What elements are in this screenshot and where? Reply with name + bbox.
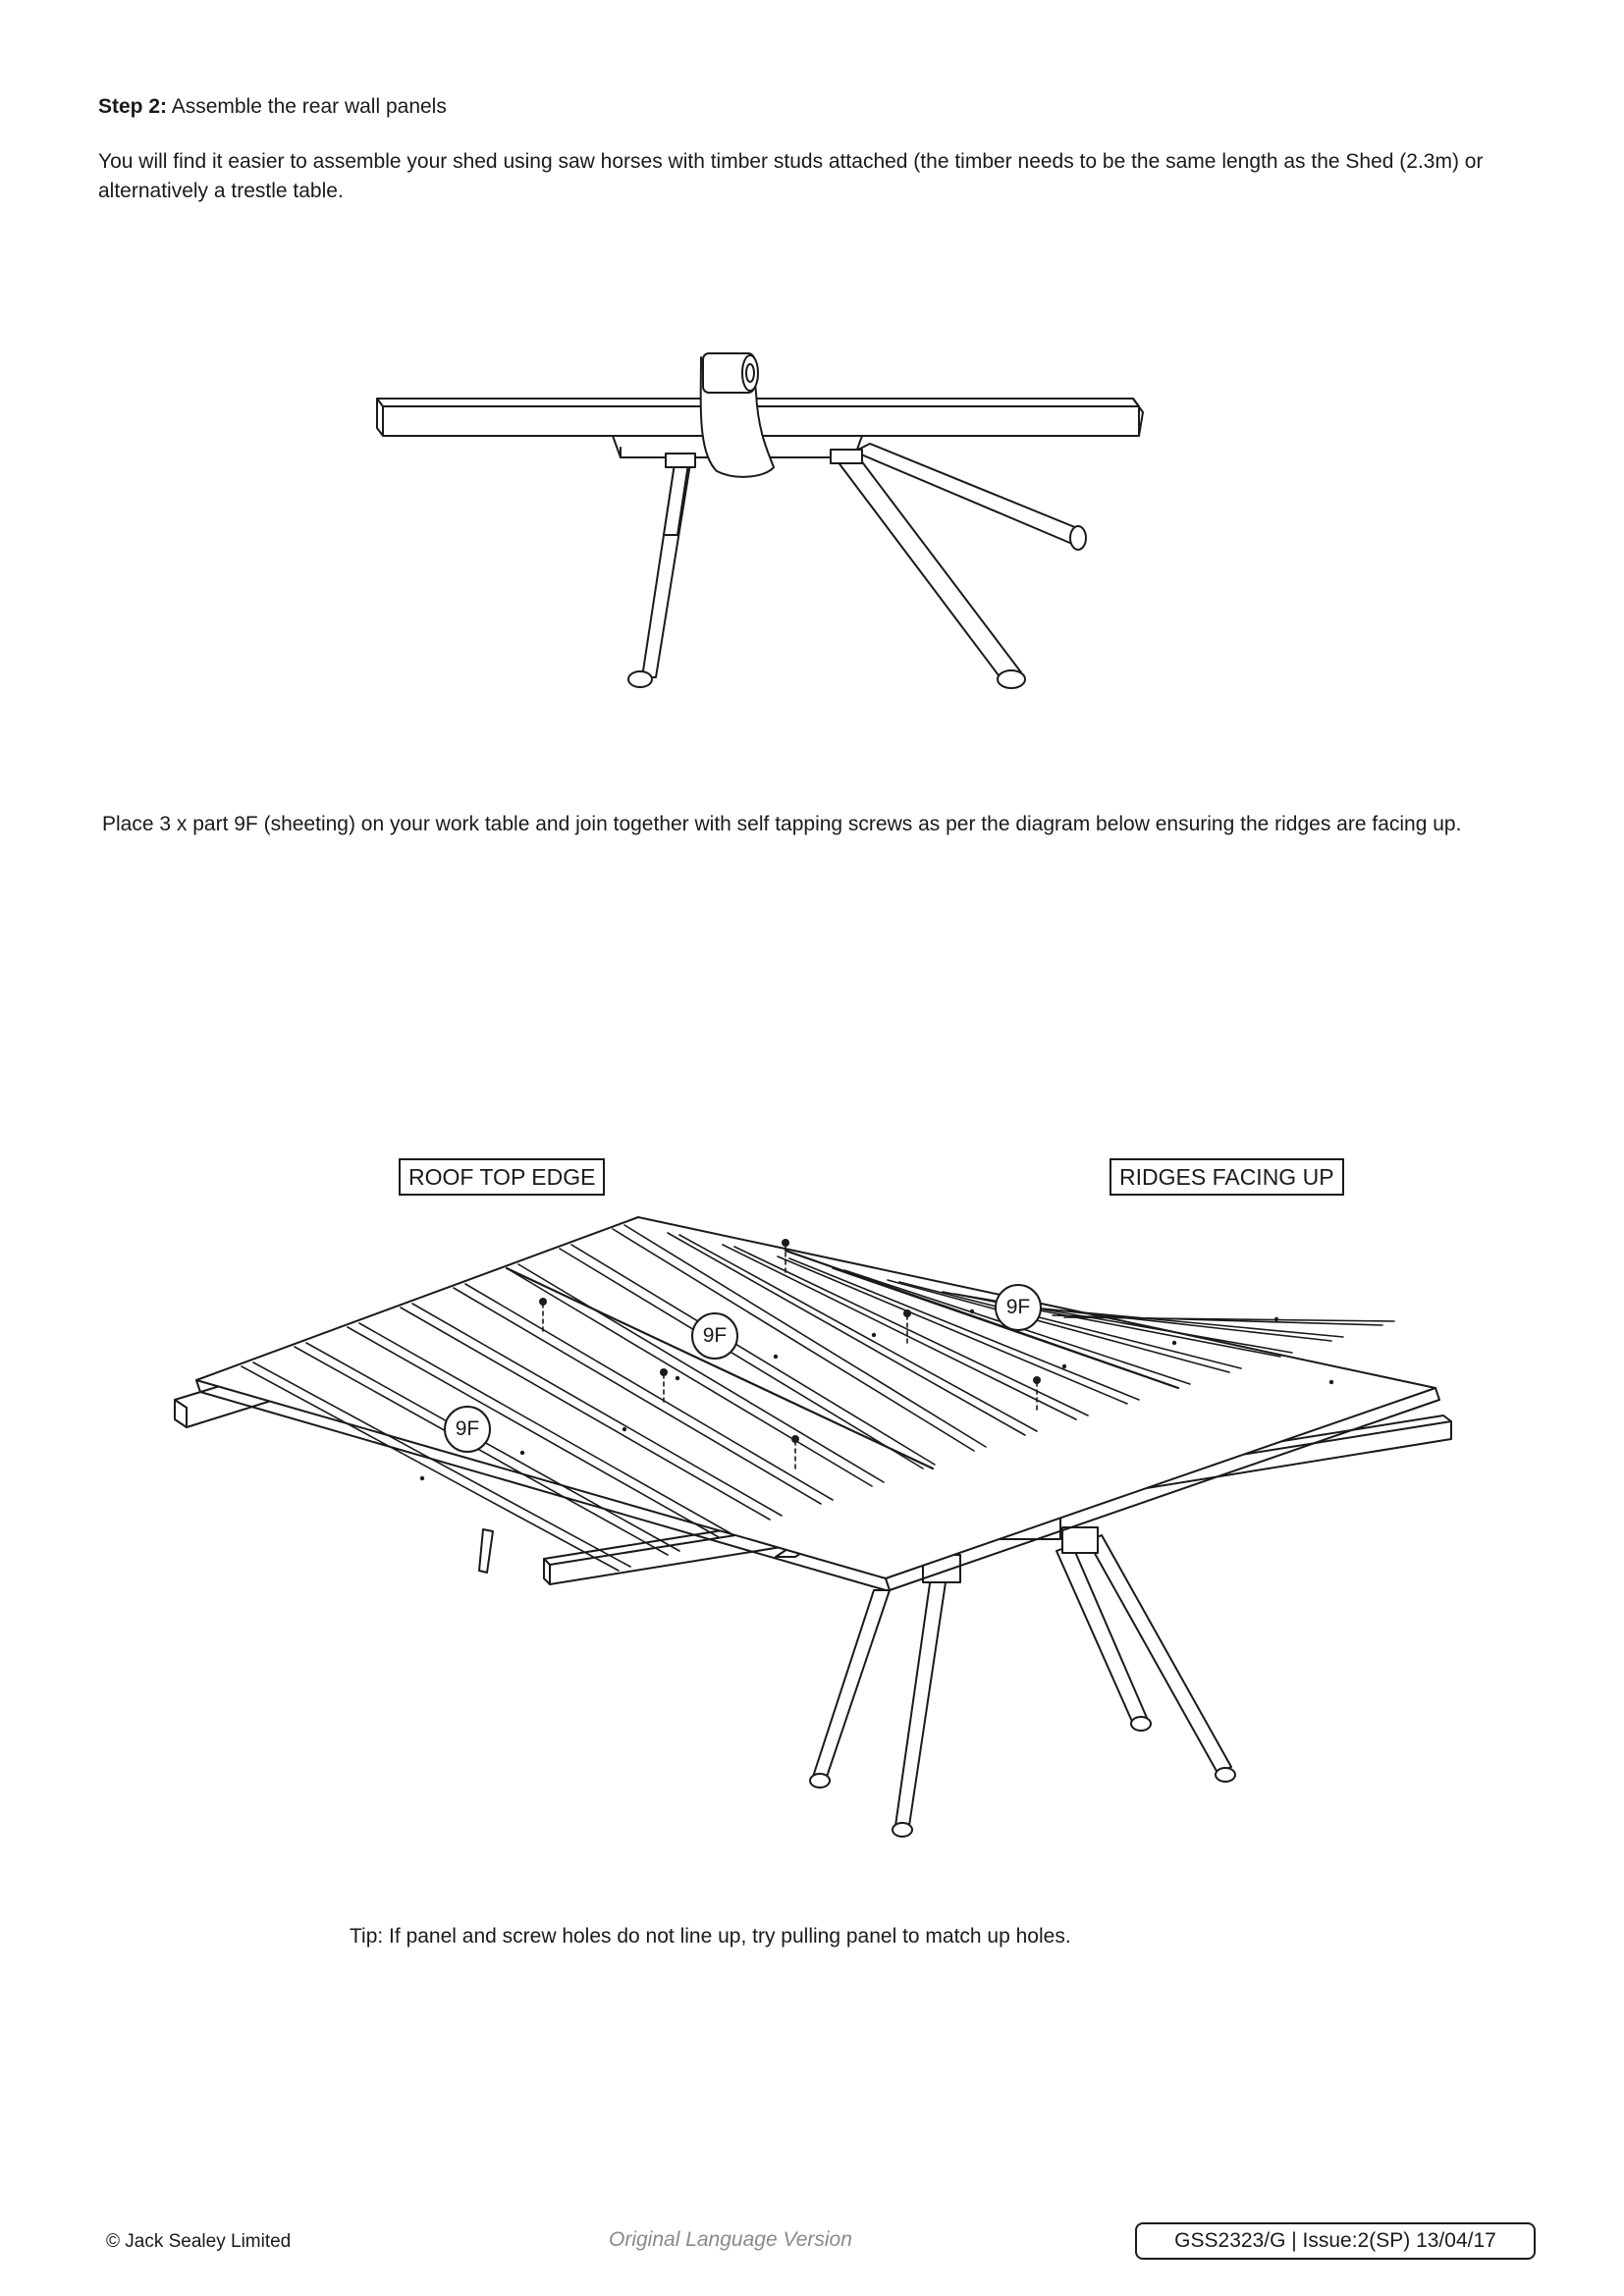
intro-paragraph: You will find it easier to assemble your shed using saw horses with timber studs attached (the timber needs to be the same length as the Shed (2.3m) or alternatively a trestle table. (98, 150, 1484, 202)
part-tag-9f: 9F (995, 1284, 1042, 1331)
tip-note: Tip: If panel and screw holes do not line up, try pulling panel to match up holes. (350, 1925, 1071, 1948)
step-number: Step 2: (98, 95, 168, 118)
placement-instruction: Place 3 x part 9F (sheeting) on your work table and join together with self tapping screws as per the diagram below ensuring the ridges are facing up. (102, 813, 1462, 835)
step-heading (98, 92, 447, 122)
footer-document-reference: GSS2323/G | Issue:2(SP) 13/04/17 (1135, 2222, 1536, 2260)
roof-top-edge-label: ROOF TOP EDGE (399, 1158, 605, 1196)
footer-version: Original Language Version (609, 2228, 852, 2251)
sawhorse-illustration (363, 334, 1168, 707)
footer-copyright: © Jack Sealey Limited (106, 2231, 292, 2252)
ridges-facing-up-label: RIDGES FACING UP (1110, 1158, 1344, 1196)
step-title: Assemble the rear wall panels (171, 95, 447, 118)
part-tag-9f: 9F (691, 1312, 738, 1360)
part-tag-9f: 9F (444, 1406, 491, 1453)
sheeting-assembly-diagram (157, 1139, 1473, 1845)
